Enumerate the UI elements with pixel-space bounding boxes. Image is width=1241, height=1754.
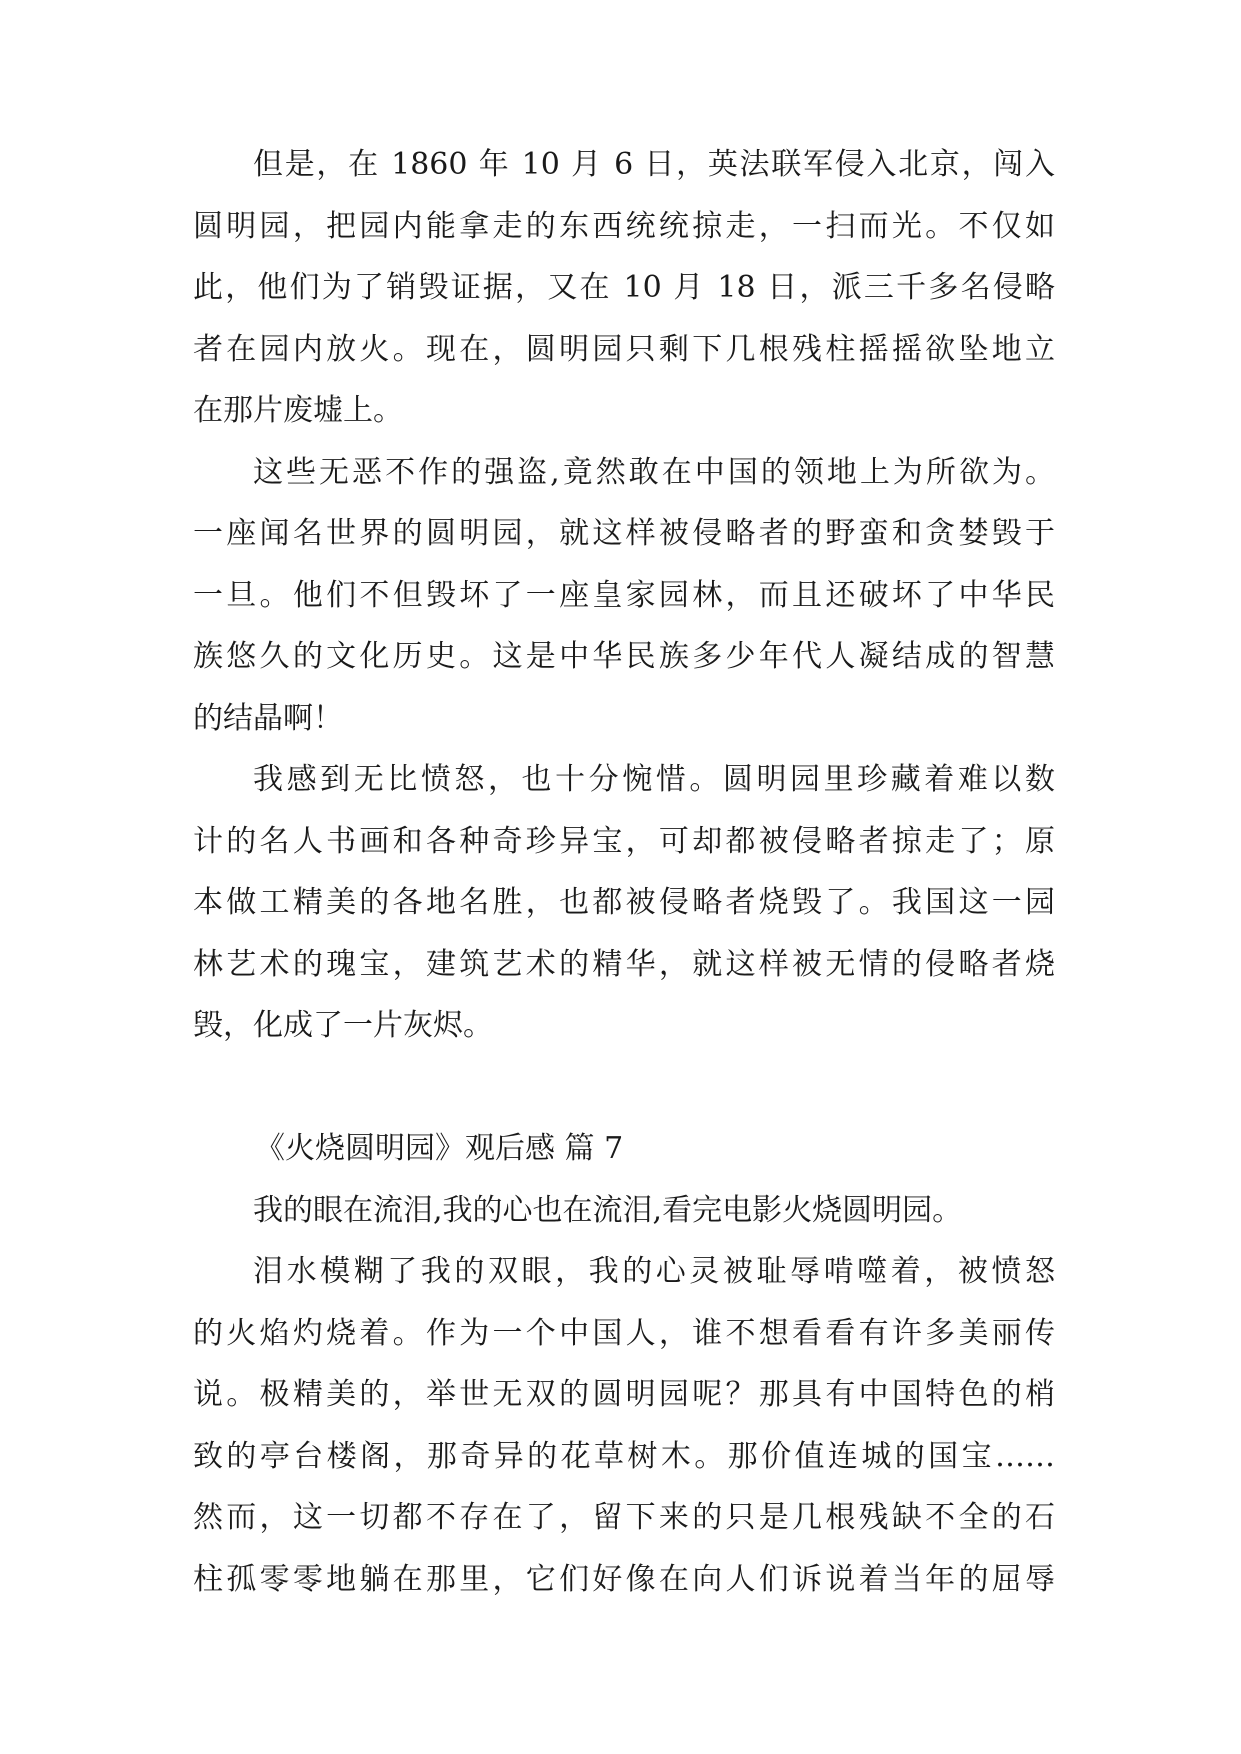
blank-line	[193, 1057, 1055, 1119]
paragraph-line: 一旦。他们不但毁坏了一座皇家园林，而且还破坏了中华民	[193, 577, 1055, 613]
paragraph-3	[193, 749, 1055, 1057]
paragraph-4	[193, 1180, 1055, 1242]
section-title: 《火烧圆明园》观后感 篇 7	[255, 1131, 624, 1166]
paragraph-line: 本做工精美的各地名胜，也都被侵略者烧毁了。我国这一园	[193, 885, 1055, 920]
paragraph-line: 此，他们为了销毁证据，又在 10 月 18 日，派三千多名侵略	[193, 270, 1055, 305]
paragraph-line: 族悠久的文化历史。这是中华民族多少年代人凝结成的智慧	[193, 639, 1055, 674]
paragraph-line: 柱孤零零地躺在那里，它们好像在向人们诉说着当年的屈辱	[193, 1561, 1055, 1597]
paragraph-line: 计的名人书画和各种奇珍异宝，可却都被侵略者掠走了；原	[193, 823, 1055, 859]
paragraph-line: 毁，化成了一片灰烬。	[193, 1008, 493, 1043]
paragraph-line: 泪水模糊了我的双眼，我的心灵被耻辱啃噬着，被愤怒	[253, 1254, 1055, 1289]
paragraph-line: 的结晶啊！	[193, 700, 343, 736]
paragraph-line: 林艺术的瑰宝，建筑艺术的精华，就这样被无情的侵略者烧	[193, 946, 1055, 982]
paragraph-line: 的火焰灼烧着。作为一个中国人，谁不想看看有许多美丽传	[193, 1315, 1055, 1351]
paragraph-line: 但是，在 1860 年 10 月 6 日，英法联军侵入北京，闯入	[253, 147, 1055, 182]
document-body	[193, 134, 1055, 1610]
paragraph-line: 在那片废墟上。	[193, 393, 403, 428]
paragraph-5	[193, 1241, 1055, 1610]
paragraph-1	[193, 134, 1055, 442]
paragraph-line: 一座闻名世界的圆明园，就这样被侵略者的野蛮和贪婪毁于	[193, 516, 1055, 551]
paragraph-line: 者在园内放火。现在，圆明园只剩下几根残柱摇摇欲坠地立	[193, 331, 1055, 367]
paragraph-line: 然而，这一切都不存在了，留下来的只是几根残缺不全的石	[193, 1500, 1055, 1535]
paragraph-line: 圆明园，把园内能拿走的东西统统掠走，一扫而光。不仅如	[193, 208, 1055, 244]
paragraph-line: 我的眼在流泪,我的心也在流泪,看完电影火烧圆明园。	[253, 1192, 963, 1228]
paragraph-line: 这些无恶不作的强盗,竟然敢在中国的领地上为所欲为。	[253, 454, 1055, 490]
paragraph-line: 说。极精美的，举世无双的圆明园呢？那具有中国特色的梢	[193, 1377, 1055, 1412]
paragraph-line: 我感到无比愤怒，也十分惋惜。圆明园里珍藏着难以数	[253, 762, 1055, 797]
paragraph-2	[193, 442, 1055, 750]
paragraph-line: 致的亭台楼阁，那奇异的花草树木。那价值连城的国宝……	[193, 1438, 1055, 1474]
